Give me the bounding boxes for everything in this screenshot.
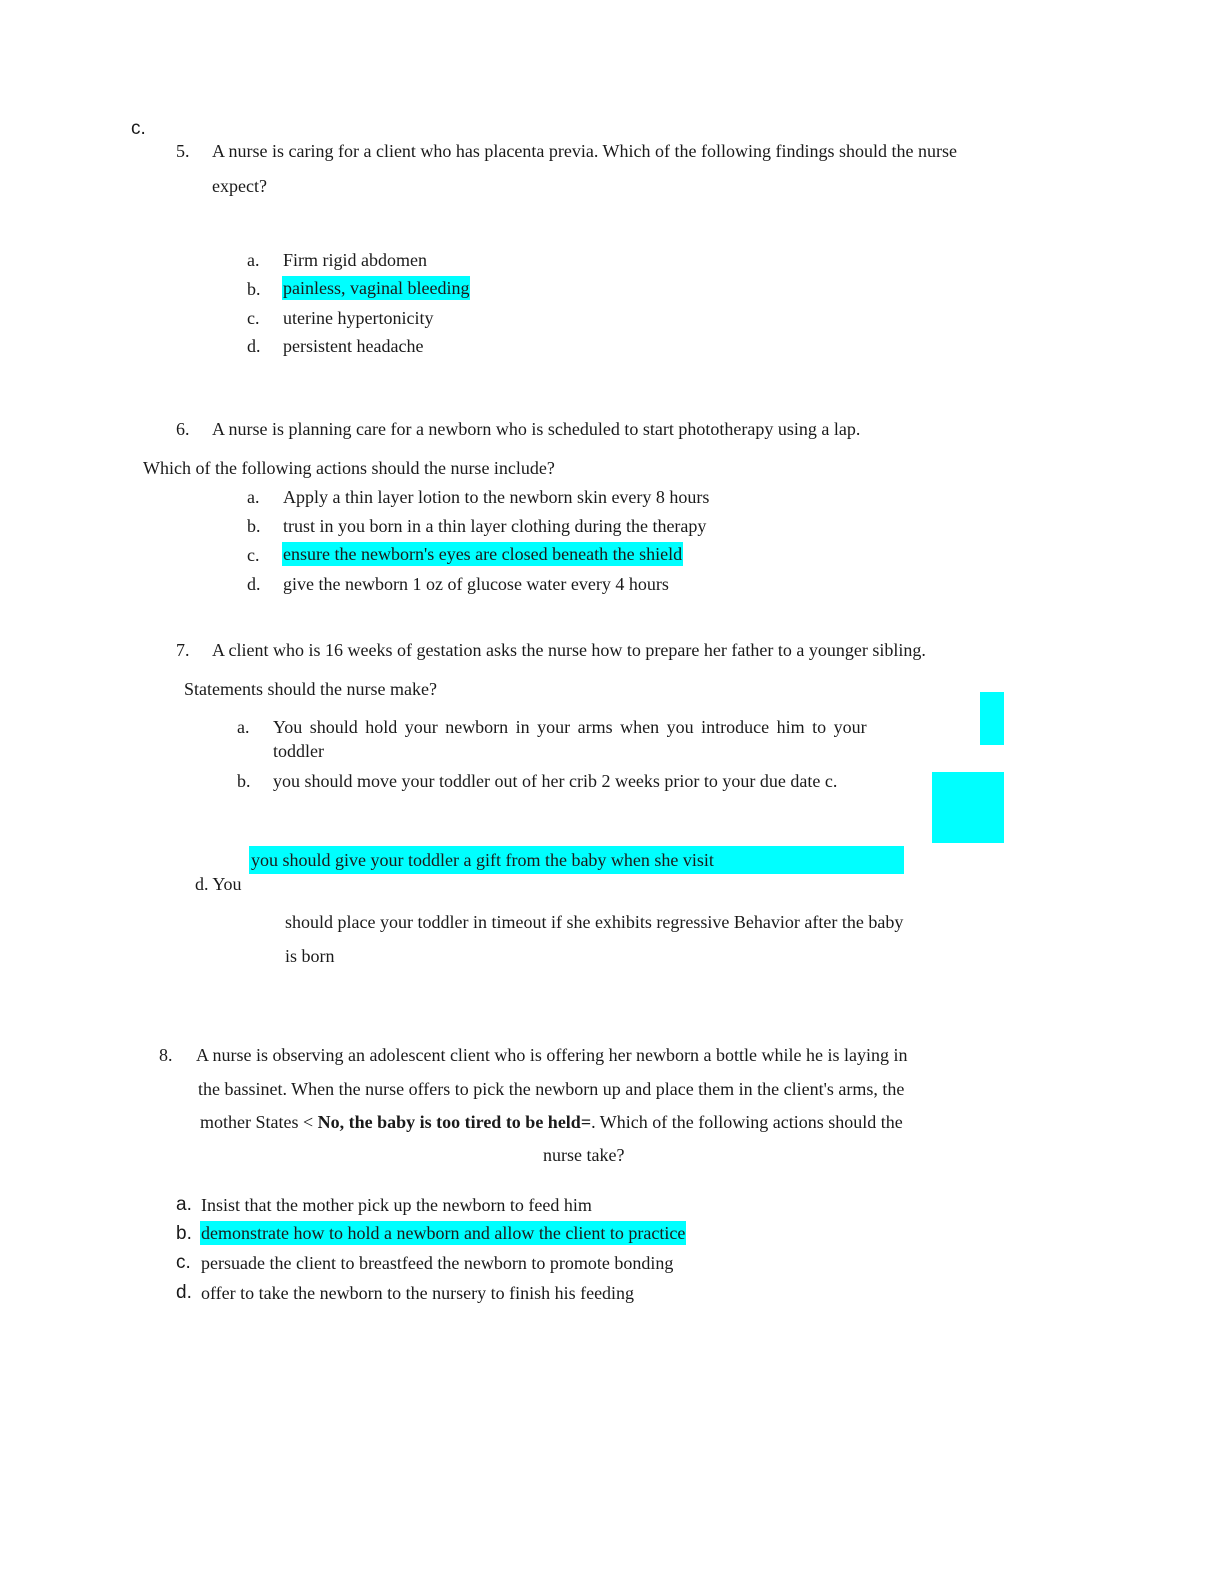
option-text: trust in you born in a thin layer clothing during the therapy bbox=[283, 516, 707, 536]
option-text: uterine hypertonicity bbox=[283, 308, 434, 328]
highlight-block bbox=[980, 692, 1004, 745]
option-letter: c. bbox=[176, 1252, 191, 1273]
option-d-start: d. You bbox=[195, 874, 242, 894]
option-letter: b. bbox=[176, 1223, 192, 1244]
question-text-line1: A nurse is observing an adolescent client who is offering her newborn a bottle while he is laying in bbox=[196, 1045, 908, 1065]
highlight-block bbox=[932, 772, 1004, 843]
option-letter: a. bbox=[237, 717, 250, 737]
question-number: 7. bbox=[176, 640, 190, 660]
question-number: 5. bbox=[176, 141, 190, 161]
option-text: give the newborn 1 oz of glucose water every 4 hours bbox=[283, 574, 669, 594]
option-text: Firm rigid abdomen bbox=[283, 250, 427, 270]
question-text-line1: A nurse is planning care for a newborn who is scheduled to start phototherapy using a lap. bbox=[212, 419, 861, 439]
option-letter: c. bbox=[247, 308, 260, 328]
option-text: offer to take the newborn to the nursery to finish his feeding bbox=[201, 1283, 635, 1303]
question-text-line2: Which of the following actions should the nurse include? bbox=[143, 458, 555, 478]
option-text: you should move your toddler out of her crib 2 weeks prior to your due date c. bbox=[273, 771, 838, 791]
option-letter: d. bbox=[247, 336, 261, 356]
option-text: Apply a thin layer lotion to the newborn skin every 8 hours bbox=[283, 487, 710, 507]
highlighted-answer: painless, vaginal bleeding bbox=[283, 278, 470, 298]
stray-letter: c. bbox=[131, 118, 146, 139]
option-letter: d. bbox=[176, 1282, 192, 1303]
question-number: 8. bbox=[159, 1045, 173, 1065]
question-text-line1: A nurse is caring for a client who has placenta previa. Which of the following findings should the nurse bbox=[212, 141, 957, 161]
option-text: persuade the client to breastfeed the newborn to promote bonding bbox=[201, 1253, 674, 1273]
option-letter: a. bbox=[247, 487, 260, 507]
question-text-line4: nurse take? bbox=[543, 1145, 625, 1165]
question-text-line2: the bassinet. When the nurse offers to pick the newborn up and place them in the client's arms, the bbox=[198, 1079, 905, 1099]
question-text-line2: Statements should the nurse make? bbox=[184, 679, 437, 699]
highlighted-answer: you should give your toddler a gift from the baby when she visit bbox=[251, 850, 714, 870]
option-text: persistent headache bbox=[283, 336, 424, 356]
line3-before: mother States < bbox=[200, 1112, 318, 1132]
question-text-line2: expect? bbox=[212, 176, 267, 196]
option-letter: d. bbox=[247, 574, 261, 594]
option-text-line1: You should hold your newborn in your arms when you introduce him to your bbox=[273, 717, 867, 737]
option-letter: c. bbox=[247, 545, 260, 565]
highlighted-answer: demonstrate how to hold a newborn and allow the client to practice bbox=[201, 1223, 686, 1243]
question-number: 6. bbox=[176, 419, 190, 439]
question-text-line1: A client who is 16 weeks of gestation asks the nurse how to prepare her father to a younger sibling. bbox=[212, 640, 926, 660]
option-letter: b. bbox=[247, 516, 261, 536]
highlighted-answer: ensure the newborn's eyes are closed beneath the shield bbox=[283, 544, 683, 564]
option-text-line2: toddler bbox=[273, 741, 324, 761]
option-letter: b. bbox=[247, 279, 261, 299]
option-letter: b. bbox=[237, 771, 251, 791]
option-letter: a. bbox=[176, 1194, 192, 1215]
option-text: Insist that the mother pick up the newborn to feed him bbox=[201, 1195, 592, 1215]
quote-bold: No, the baby is too tired to be held= bbox=[317, 1112, 592, 1132]
option-text-line2: is born bbox=[285, 946, 335, 966]
line3-after: . Which of the following actions should the bbox=[591, 1112, 903, 1132]
option-text-line1: should place your toddler in timeout if she exhibits regressive Behavior after the baby bbox=[285, 912, 904, 932]
question-text-line3 bbox=[200, 1111, 903, 1133]
option-letter: a. bbox=[247, 250, 260, 270]
